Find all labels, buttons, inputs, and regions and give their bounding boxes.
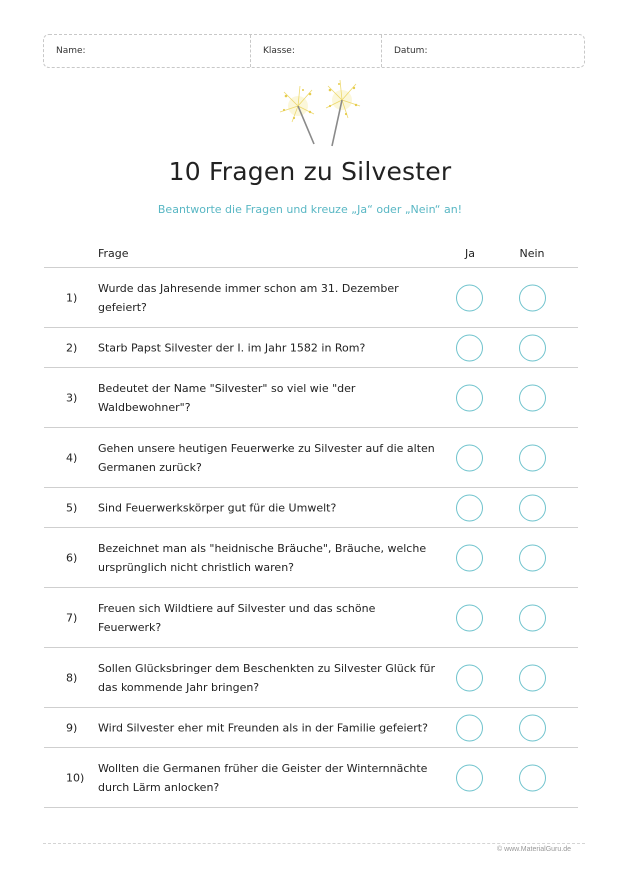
question-text: Starb Papst Silvester der I. im Jahr 1582 in Rom?	[98, 341, 366, 354]
question-text: Gehen unsere heutigen Feuerwerke zu Silvester auf die alten Germanen zurück?	[98, 441, 435, 474]
table-row	[44, 708, 578, 748]
yes-checkbox[interactable]	[456, 334, 483, 361]
no-checkbox[interactable]	[519, 444, 546, 471]
table-row	[44, 328, 578, 368]
column-question-header: Frage	[98, 247, 129, 260]
question-text: Wurde das Jahresende immer schon am 31. Dezember gefeiert?	[98, 281, 399, 314]
no-checkbox[interactable]	[519, 714, 546, 741]
table-row	[44, 648, 578, 708]
question-number: 5)	[66, 501, 78, 514]
question-number: 10)	[66, 771, 85, 784]
column-yes-header: Ja	[465, 247, 475, 260]
question-number: 4)	[66, 451, 78, 464]
question-number: 3)	[66, 391, 78, 404]
question-text: Bedeutet der Name "Silvester" so viel wie "der Waldbewohner"?	[98, 381, 356, 414]
question-number: 1)	[66, 291, 78, 304]
question-number: 2)	[66, 341, 78, 354]
table-row	[44, 268, 578, 328]
table-row	[44, 428, 578, 488]
question-number: 9)	[66, 721, 78, 734]
date-field[interactable]	[381, 35, 584, 67]
sparklers-icon	[270, 78, 370, 148]
class-field[interactable]	[250, 35, 381, 67]
yes-checkbox[interactable]	[456, 384, 483, 411]
table-row	[44, 748, 578, 808]
date-label: Datum:	[394, 46, 428, 56]
no-checkbox[interactable]	[519, 604, 546, 631]
question-text: Sollen Glücksbringer dem Beschenkten zu Silvester Glück für das kommende Jahr bringen?	[98, 661, 436, 694]
question-text: Bezeichnet man als "heidnische Bräuche", Bräuche, welche ursprünglich nicht christlich waren?	[98, 541, 427, 574]
yes-checkbox[interactable]	[456, 714, 483, 741]
question-number: 7)	[66, 611, 78, 624]
copyright-footer: © www.MaterialGuru.de	[496, 846, 571, 853]
footer-divider	[43, 843, 585, 844]
question-text: Freuen sich Wildtiere auf Silvester und das schöne Feuerwerk?	[98, 601, 376, 634]
table-row	[44, 588, 578, 648]
name-field[interactable]	[44, 35, 250, 67]
question-number: 8)	[66, 671, 78, 684]
student-info-box	[43, 34, 585, 68]
table-header	[44, 240, 578, 268]
no-checkbox[interactable]	[519, 284, 546, 311]
yes-checkbox[interactable]	[456, 284, 483, 311]
no-checkbox[interactable]	[519, 764, 546, 791]
table-row	[44, 528, 578, 588]
yes-checkbox[interactable]	[456, 494, 483, 521]
yes-checkbox[interactable]	[456, 604, 483, 631]
no-checkbox[interactable]	[519, 664, 546, 691]
question-table	[44, 240, 578, 808]
table-row	[44, 368, 578, 428]
no-checkbox[interactable]	[519, 494, 546, 521]
no-checkbox[interactable]	[519, 544, 546, 571]
table-row	[44, 488, 578, 528]
class-label: Klasse:	[263, 46, 295, 56]
yes-checkbox[interactable]	[456, 664, 483, 691]
page-title: 10 Fragen zu Silvester	[168, 157, 452, 186]
name-label: Name:	[56, 46, 86, 56]
instructions: Beantworte die Fragen und kreuze „Ja“ oder „Nein“ an!	[157, 203, 463, 216]
no-checkbox[interactable]	[519, 384, 546, 411]
question-text: Wollten die Germanen früher die Geister der Winternnächte durch Lärm anlocken?	[98, 761, 428, 794]
question-text: Wird Silvester eher mit Freunden als in der Familie gefeiert?	[98, 721, 428, 734]
question-number: 6)	[66, 551, 78, 564]
column-no-header: Nein	[519, 247, 545, 260]
yes-checkbox[interactable]	[456, 444, 483, 471]
no-checkbox[interactable]	[519, 334, 546, 361]
yes-checkbox[interactable]	[456, 544, 483, 571]
question-text: Sind Feuerwerkskörper gut für die Umwelt?	[98, 501, 337, 514]
yes-checkbox[interactable]	[456, 764, 483, 791]
